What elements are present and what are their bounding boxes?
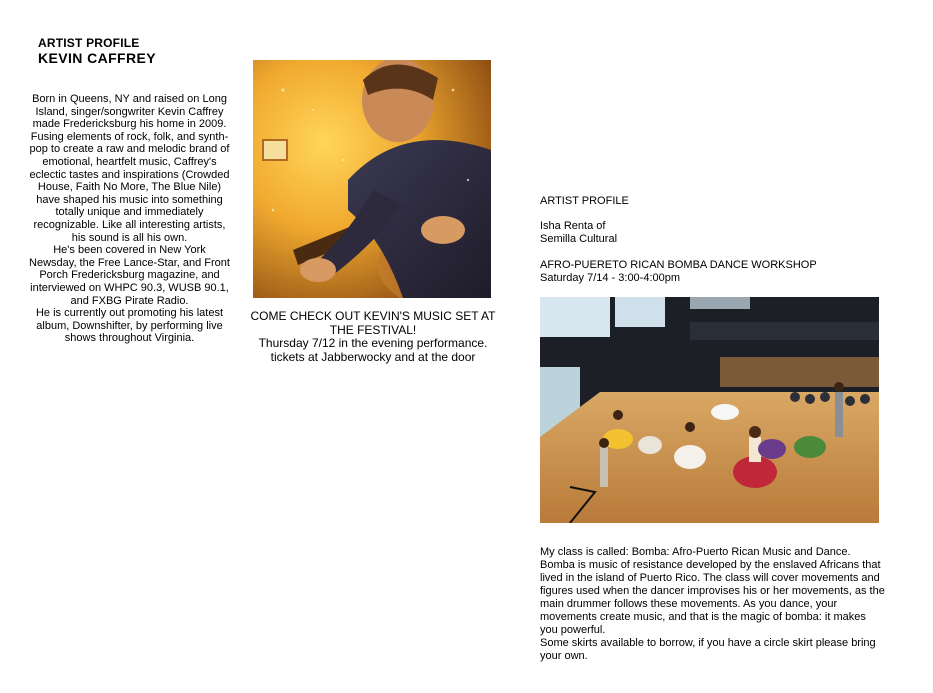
artist-name: Isha Renta of [540,220,606,232]
guitarist-photo [253,60,491,298]
music-set-promo [248,310,498,364]
description-paragraph: My class is called: Bomba: Afro-Puerto Rican Music and Dance. Bomba is music of resistance developed by the enslaved Africans that lived in the island of Puerto Rico. The class will cover movements and figures used when the dancer improvises his or her movements, as the main drummer follows these movements. As you dance, your movements create music, and that is the magic of bomba: it makes you powerful. [540,546,885,636]
workshop-date: Saturday 7/14 - 3:00-4:00pm [540,272,681,284]
promo-tickets: tickets at Jabberwocky and at the door [270,349,476,364]
artist-bio [28,93,231,345]
workshop-description [540,546,885,663]
promo-headline: COME CHECK OUT KEVIN'S MUSIC SET AT THE FESTIVAL! [250,309,496,337]
description-paragraph: Some skirts available to borrow, if you have a circle skirt please bring your own. [540,637,876,662]
dance-workshop-photo [540,297,879,523]
promo-date: Thursday 7/12 in the evening performance. [258,336,488,351]
artist-name: KEVIN CAFFREY [38,50,156,66]
artist-organization: Semilla Cultural [540,233,618,245]
workshop-title: AFRO-PUERETO RICAN BOMBA DANCE WORKSHOP [540,259,817,271]
bio-paragraph: He is currently out promoting his latest album, Downshifter, by performing live shows throughout Virginia. [35,307,224,345]
bio-paragraph: He's been covered in New York Newsday, the Free Lance-Star, and Front Porch Fredericksburg magazine, and interviewed on WHPC 90.3, WUSB 90.1, and FXBG Pirate Radio. [29,244,230,307]
profile-kicker: ARTIST PROFILE [38,36,140,50]
profile-kicker: ARTIST PROFILE [540,195,629,207]
bio-paragraph: Born in Queens, NY and raised on Long Island, singer/songwriter Kevin Caffrey made Fredericksburg his home in 2009. Fusing elements of rock, folk, and synth-pop to create a raw and melodic brand of emotional, heartfelt music, Caffrey's eclectic tastes and inspirations (Crowded House, Faith No More, The Blue Nile) have shaped his music into something totally unique and immediately recognizable. Like all interesting artists, his sound is all his own. [29,93,230,244]
